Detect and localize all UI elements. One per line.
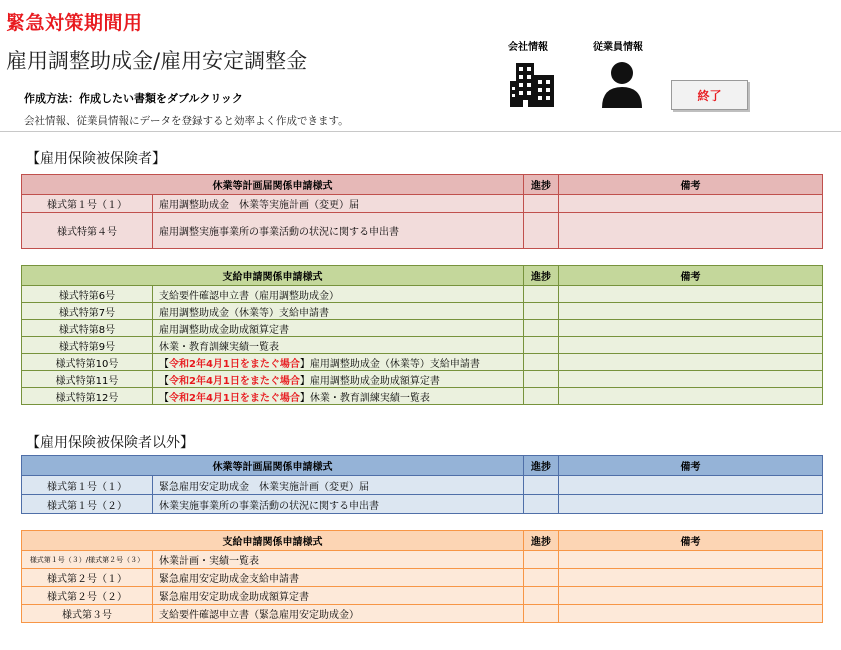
progress-cell: [524, 476, 559, 495]
insured-payment-table: [21, 265, 823, 405]
form-title[interactable]: 緊急雇用安定助成金助成額算定書: [153, 587, 524, 605]
column-header-notes: 備考: [559, 175, 823, 195]
table-row[interactable]: [22, 286, 823, 303]
progress-cell: [524, 605, 559, 623]
progress-cell: [524, 388, 559, 405]
page-title: 雇用調整助成金/雇用安定調整金: [6, 49, 308, 73]
person-icon[interactable]: [600, 60, 644, 112]
form-number[interactable]: 様式第１号（１）: [22, 476, 153, 495]
form-title[interactable]: 緊急雇用安定助成金支給申請書: [153, 569, 524, 587]
table-header-row: [22, 175, 823, 195]
notes-cell: [559, 476, 823, 495]
form-number[interactable]: 様式特第6号: [22, 286, 153, 303]
progress-cell: [524, 303, 559, 320]
table-row[interactable]: [22, 551, 823, 569]
app-title: 緊急対策期間用: [6, 12, 143, 34]
exit-button[interactable]: 終了: [671, 80, 748, 110]
progress-cell: [524, 320, 559, 337]
column-header-forms: 支給申請関係申請様式: [22, 531, 524, 551]
form-number[interactable]: 様式特第9号: [22, 337, 153, 354]
progress-cell: [524, 587, 559, 605]
company-info-label: 会社情報: [508, 42, 548, 53]
table-row[interactable]: [22, 320, 823, 337]
form-title[interactable]: 支給要件確認申立書（雇用調整助成金）: [153, 286, 524, 303]
divider: [0, 131, 841, 132]
description-text: 会社情報、従業員情報にデータを登録すると効率よく作成できます。: [24, 115, 349, 127]
non-insured-payment-table: [21, 530, 823, 623]
progress-cell: [524, 371, 559, 388]
form-number[interactable]: 様式第２号（１）: [22, 569, 153, 587]
notes-cell: [559, 195, 823, 213]
column-header-progress: 進捗: [524, 456, 559, 476]
notes-cell: [559, 569, 823, 587]
table-row[interactable]: [22, 476, 823, 495]
progress-cell: [524, 195, 559, 213]
column-header-forms: 支給申請関係申請様式: [22, 266, 524, 286]
table-row[interactable]: [22, 587, 823, 605]
column-header-progress: 進捗: [524, 531, 559, 551]
form-number[interactable]: 様式第１号（２）: [22, 495, 153, 514]
insured-plan-table: [21, 174, 823, 249]
progress-cell: [524, 213, 559, 249]
instruction-text: 作成方法：作成したい書類をダブルクリック: [24, 92, 243, 105]
column-header-notes: 備考: [559, 266, 823, 286]
form-number[interactable]: 様式第３号: [22, 605, 153, 623]
form-title[interactable]: 支給要件確認申立書（緊急雇用安定助成金）: [153, 605, 524, 623]
column-header-progress: 進捗: [524, 266, 559, 286]
form-title[interactable]: 雇用調整助成金（休業等）支給申請書: [153, 303, 524, 320]
building-icon[interactable]: [508, 61, 558, 111]
section-heading-non-insured: 【雇用保険被保険者以外】: [26, 435, 194, 451]
notes-cell: [559, 388, 823, 405]
form-number[interactable]: 様式第１号（１）: [22, 195, 153, 213]
column-header-progress: 進捗: [524, 175, 559, 195]
form-number[interactable]: 様式特第8号: [22, 320, 153, 337]
table-row[interactable]: [22, 371, 823, 388]
progress-cell: [524, 569, 559, 587]
progress-cell: [524, 286, 559, 303]
form-number[interactable]: 様式特第４号: [22, 213, 153, 249]
table-row[interactable]: [22, 195, 823, 213]
form-title[interactable]: 緊急雇用安定助成金 休業実施計画（変更）届: [153, 476, 524, 495]
table-row[interactable]: [22, 495, 823, 514]
form-title-text: 雇用調整助成金（休業等）支給申請書: [309, 358, 480, 370]
progress-cell: [524, 495, 559, 514]
form-number[interactable]: 様式特第10号: [22, 354, 153, 371]
form-title[interactable]: 休業実施事業所の事業活動の状況に関する申出書: [153, 495, 524, 514]
form-number[interactable]: 様式第２号（２）: [22, 587, 153, 605]
notes-cell: [559, 371, 823, 388]
section-heading-insured: 【雇用保険被保険者】: [26, 151, 166, 167]
progress-cell: [524, 354, 559, 371]
notes-cell: [559, 320, 823, 337]
table-row[interactable]: [22, 337, 823, 354]
form-number[interactable]: 様式特第11号: [22, 371, 153, 388]
employee-info-label: 従業員情報: [593, 42, 643, 53]
cross-date-highlight: 令和2年4月1日をまたぐ場合: [169, 358, 300, 370]
form-title[interactable]: 【令和2年4月1日をまたぐ場合】休業・教育訓練実績一覧表: [153, 388, 524, 405]
form-title[interactable]: 【令和2年4月1日をまたぐ場合】雇用調整助成金（休業等）支給申請書: [153, 354, 524, 371]
column-header-forms: 休業等計画届関係申請様式: [22, 175, 524, 195]
column-header-notes: 備考: [559, 456, 823, 476]
table-row[interactable]: [22, 213, 823, 249]
notes-cell: [559, 337, 823, 354]
form-title[interactable]: 休業計画・実績一覧表: [153, 551, 524, 569]
table-row[interactable]: [22, 569, 823, 587]
notes-cell: [559, 286, 823, 303]
form-title-text: 雇用調整助成金助成額算定書: [309, 375, 440, 387]
notes-cell: [559, 495, 823, 514]
progress-cell: [524, 551, 559, 569]
table-header-row: [22, 266, 823, 286]
notes-cell: [559, 213, 823, 249]
form-title[interactable]: 【令和2年4月1日をまたぐ場合】雇用調整助成金助成額算定書: [153, 371, 524, 388]
column-header-forms: 休業等計画届関係申請様式: [22, 456, 524, 476]
notes-cell: [559, 551, 823, 569]
form-title[interactable]: 雇用調整助成金 休業等実施計画（変更）届: [153, 195, 524, 213]
form-title[interactable]: 雇用調整実施事業所の事業活動の状況に関する申出書: [153, 213, 524, 249]
table-row[interactable]: [22, 388, 823, 405]
non-insured-plan-table: [21, 455, 823, 514]
notes-cell: [559, 303, 823, 320]
form-title[interactable]: 雇用調整助成金助成額算定書: [153, 320, 524, 337]
progress-cell: [524, 337, 559, 354]
table-header-row: [22, 531, 823, 551]
table-row[interactable]: [22, 354, 823, 371]
form-title-text: 休業・教育訓練実績一覧表: [309, 392, 430, 404]
form-number[interactable]: 様式第１号（３）/様式第２号（３）: [22, 551, 153, 569]
form-number[interactable]: 様式特第7号: [22, 303, 153, 320]
form-number[interactable]: 様式特第12号: [22, 388, 153, 405]
notes-cell: [559, 587, 823, 605]
cross-date-highlight: 令和2年4月1日をまたぐ場合: [169, 392, 300, 404]
notes-cell: [559, 605, 823, 623]
table-header-row: [22, 456, 823, 476]
form-title[interactable]: 休業・教育訓練実績一覧表: [153, 337, 524, 354]
table-row[interactable]: [22, 303, 823, 320]
cross-date-highlight: 令和2年4月1日をまたぐ場合: [169, 375, 300, 387]
notes-cell: [559, 354, 823, 371]
column-header-notes: 備考: [559, 531, 823, 551]
table-row[interactable]: [22, 605, 823, 623]
